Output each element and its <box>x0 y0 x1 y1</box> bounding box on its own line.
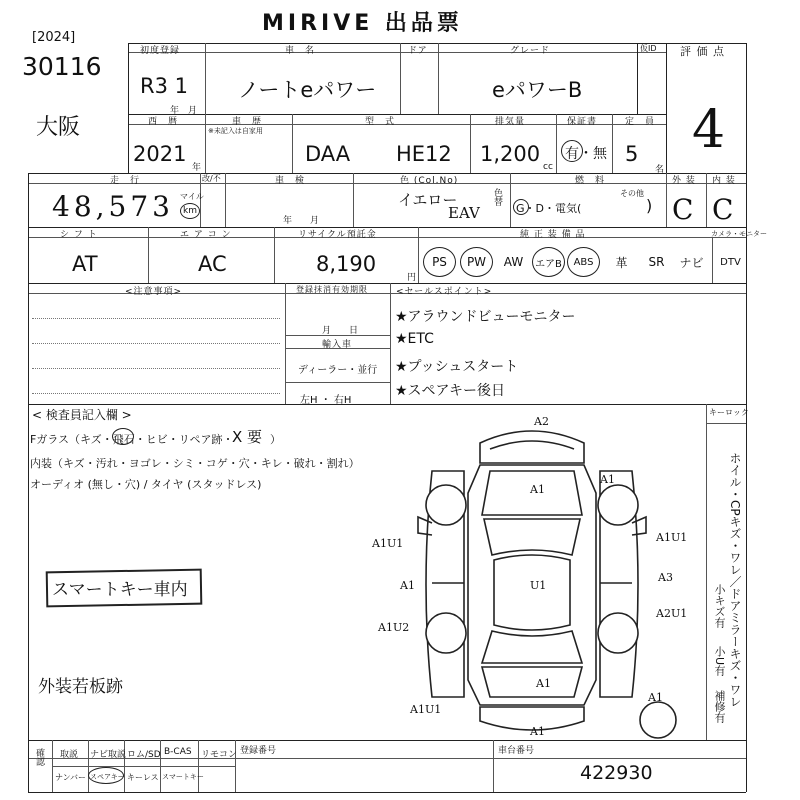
lot-number: 30116 <box>22 52 102 81</box>
int-value: C <box>712 193 734 226</box>
mileage-label: 走 行 <box>110 176 141 186</box>
equipment-6: 革 <box>615 255 628 270</box>
capacity-value: 5 <box>625 142 639 166</box>
door-label: ドア <box>408 46 428 56</box>
cc-label: 排気量 <box>495 117 526 127</box>
inspector-label: < 検査員記入欄 > <box>32 408 132 422</box>
deregistration-unit: 月 日 <box>322 326 359 336</box>
warranty-label: 保証書 <box>567 117 598 127</box>
inspection-label: 車 検 <box>275 176 306 186</box>
wheel-front-right <box>598 485 638 525</box>
shift-label: シ フ ト <box>60 230 98 240</box>
cc-unit: cc <box>543 162 553 172</box>
score-value: 4 <box>692 100 726 160</box>
equipment-4: エアB <box>532 247 565 277</box>
recycle-value: 8,190 <box>316 252 377 276</box>
chassis-value: 422930 <box>580 762 653 784</box>
equip-label: 純 正 装 備 品 <box>520 230 586 240</box>
color-label: 色 (Col.No) <box>400 176 459 186</box>
mileage-flag: 改/不 <box>202 174 221 183</box>
inspector-line-1-end: ） <box>270 433 281 446</box>
name-value: ノートeパワー <box>238 78 377 102</box>
damage-mark-6: A1 <box>400 579 415 592</box>
recycle-label: リサイクル預託金 <box>298 230 377 240</box>
sales-point-1: ★アラウンドビューモニター <box>395 309 576 325</box>
equipment-1: PS <box>423 247 456 277</box>
ac-label: エ ア コ ン <box>180 230 232 240</box>
footer-item-9: スマートキー <box>162 773 204 781</box>
color-change: 色替 <box>492 188 502 206</box>
damage-mark-8: A3 <box>658 571 673 584</box>
checklist-label: 確認 <box>34 748 44 766</box>
roof-outline <box>494 555 570 630</box>
mileage-value: 48,573 <box>52 190 174 223</box>
reg-value: R3 1 <box>140 74 188 98</box>
trunk-outline <box>482 667 582 697</box>
damage-mark-2: A1 <box>530 483 545 496</box>
right-mirror <box>632 517 646 535</box>
inspector-line-2: 内装（キズ・汚れ・ヨゴレ・シミ・コゲ・穴・キレ・破れ・割れ） <box>30 457 360 470</box>
reg-unit: 年 月 <box>170 106 198 116</box>
sales-point-3: ★プッシュスタート <box>395 359 519 375</box>
inspector-line-1: Fガラス（キズ・飛石・ヒビ・リペア跡・ <box>30 433 234 446</box>
footer-item-6: ナンバー <box>55 773 87 782</box>
damage-mark-9: A1U2 <box>378 621 410 634</box>
side-note-2: 小キズ有 <box>713 584 726 628</box>
sales-point-4: ★スペアキー後日 <box>395 383 505 399</box>
fuel-label: 燃 料 <box>575 176 606 186</box>
side-note-4: 補修有 <box>713 690 726 723</box>
model-prefix: DAA <box>305 142 351 166</box>
damage-mark-5: A1U1 <box>656 531 688 544</box>
damage-mark-10: A2U1 <box>656 607 688 620</box>
damage-mark-11: A1 <box>536 677 551 690</box>
footer-item-1: 取説 <box>60 750 79 760</box>
mileage-unit: km <box>180 203 200 219</box>
side-note-1: ホイル・CPキズ・ワレ／ドアミラーキズ・ワレ <box>728 452 742 708</box>
car-damage-diagram <box>360 405 705 740</box>
keylock-label: キーロック <box>709 408 749 417</box>
sales-point-2: ★ETC <box>395 331 434 347</box>
fuel-value: G・D・電気( <box>516 202 582 215</box>
caution-label: <注意事項> <box>125 287 183 297</box>
int-label: 内 装 <box>712 176 736 186</box>
deregistration-label: 登録抹消有効期限 <box>296 285 368 294</box>
damage-mark-1: A2 <box>534 415 549 428</box>
mileage-unit-alt: マイル <box>180 192 204 201</box>
footer-item-3: ロム/SD <box>127 750 161 760</box>
damage-mark-13: A1 <box>530 725 545 738</box>
score-label: 評 価 点 <box>680 45 725 58</box>
ac-value: AC <box>198 252 227 276</box>
inspector-line-1-mark: X 要 <box>232 428 263 446</box>
damage-mark-14: A1 <box>648 691 663 704</box>
history-sub: ※未記入は自家用 <box>208 127 263 135</box>
shift-value: AT <box>72 252 98 276</box>
seireki-value: 2021 <box>133 142 187 166</box>
inspection-unit: 年 月 <box>283 216 320 226</box>
inspector-line-3: オーディオ (無し・穴) / タイヤ (スタッドレス) <box>30 478 262 491</box>
equipment-3: AW <box>503 255 524 269</box>
wheel-rear-left <box>426 613 466 653</box>
footer-item-2: ナビ取説 <box>90 750 127 760</box>
region: 大阪 <box>36 115 81 140</box>
year-tag: [2024] <box>32 30 76 45</box>
damage-mark-7: U1 <box>530 579 547 592</box>
footer-item-5: リモコン <box>201 750 238 760</box>
equipment-2: PW <box>460 247 493 277</box>
reg-label: 初度登録 <box>140 46 181 56</box>
footer-item-8: キーレス <box>127 773 159 782</box>
footer-item-4: B-CAS <box>164 747 192 757</box>
color-value: イエロー <box>398 191 458 209</box>
handle-label: 仮ID <box>640 44 657 53</box>
equipment-8: ナビ <box>679 255 704 270</box>
capacity-unit: 名 <box>655 165 665 175</box>
import-value: ディーラー・並行 <box>298 365 378 376</box>
damage-mark-12: A1U1 <box>410 703 442 716</box>
sales-label: <セールスポイント> <box>396 287 493 297</box>
registration-label: 登録番号 <box>240 746 277 756</box>
left-mirror <box>418 517 432 535</box>
name-label: 車 名 <box>285 46 316 56</box>
equipment-9: DTV <box>720 256 741 268</box>
history-label: 車 歴 <box>232 117 263 127</box>
footer-item-7: スペアキー <box>90 773 125 781</box>
capacity-label: 定 員 <box>625 117 656 127</box>
fuel-close: ) <box>646 196 653 215</box>
recycle-unit: 円 <box>407 273 417 283</box>
ext-value: C <box>672 193 694 226</box>
seireki-unit: 年 <box>192 163 202 173</box>
chip-circle <box>112 428 134 445</box>
spare-wheel <box>640 702 676 738</box>
exterior-note: 外装若板跡 <box>38 677 123 697</box>
wheel-rear-right <box>598 613 638 653</box>
camera-label: カメラ・モニター <box>711 230 767 238</box>
color-code: EAV <box>448 204 480 222</box>
warranty-value: 有・無 <box>565 146 607 162</box>
rear-window-outline <box>482 631 582 663</box>
grade-label: グレード <box>510 46 551 56</box>
chassis-label: 車台番号 <box>498 746 535 756</box>
handle-value: 左H ・ 右H <box>300 395 352 406</box>
damage-mark-3: A1 <box>600 473 615 486</box>
import-label: 輸入車 <box>322 340 353 350</box>
sheet-title: MIRIVE 出品票 <box>262 11 463 36</box>
ext-label: 外 装 <box>672 176 696 186</box>
equipment-5: ABS <box>567 247 600 277</box>
model-label: 型 式 <box>365 117 396 127</box>
grade-value: eパワーB <box>492 78 583 102</box>
side-note-3: 小U有 <box>713 646 726 677</box>
cc-value: 1,200 <box>480 142 541 166</box>
wheel-front-left <box>426 485 466 525</box>
fuel-other: その他 <box>620 189 644 198</box>
smartkey-note: スマートキー車内 <box>52 580 188 600</box>
seireki-label: 西 暦 <box>148 117 179 127</box>
damage-mark-4: A1U1 <box>372 537 404 550</box>
equipment-7: SR <box>648 255 665 269</box>
model-value: HE12 <box>396 142 452 166</box>
windshield-outline <box>484 519 580 555</box>
